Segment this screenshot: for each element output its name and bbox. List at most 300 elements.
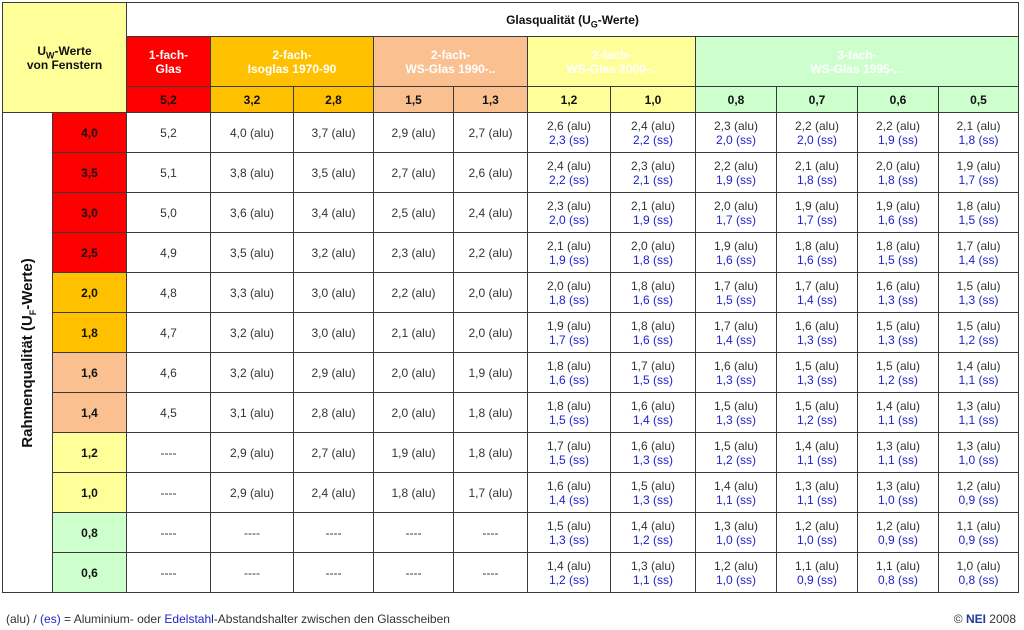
- uw-cell: [939, 233, 1019, 273]
- uw-cell: [777, 153, 858, 193]
- uw-value-alu: 1,3 (alu): [713, 518, 759, 533]
- uw-cell: [696, 313, 777, 353]
- uw-value-alu: 2,2 (alu): [391, 285, 436, 300]
- uw-value-alu: ----: [325, 565, 342, 580]
- uw-value-alu: 3,2 (alu): [311, 245, 356, 260]
- uw-cell: [211, 393, 294, 433]
- uw-cell: [294, 153, 374, 193]
- uw-cell: [696, 233, 777, 273]
- uw-cell: [939, 153, 1019, 193]
- uw-value-alu: 2,1 (alu): [391, 325, 436, 340]
- table-row: [3, 233, 1019, 273]
- uw-values-table: [2, 2, 1019, 593]
- uw-cell: [939, 113, 1019, 153]
- uw-value-alu: 3,0 (alu): [311, 285, 356, 300]
- uw-value-ss: 1,3 (ss): [548, 532, 589, 547]
- uf-value: 4,0: [53, 113, 127, 153]
- frame-quality-label: Rahmenqualität $(U_F-Werte)$: [3, 113, 53, 593]
- uw-value-alu: 1,8 (alu): [875, 238, 921, 253]
- uw-cell: [211, 513, 294, 553]
- uw-cell: [939, 273, 1019, 313]
- copyright-note: © NEI 2008: [953, 612, 1016, 626]
- uw-value-alu: 2,8 (alu): [311, 405, 356, 420]
- ug-value-header: 0,7: [777, 87, 858, 113]
- uw-value-alu: 1,5 (alu): [875, 358, 921, 373]
- uw-cell: [858, 353, 939, 393]
- uw-value-ss: 1,2 (ss): [958, 332, 999, 347]
- uw-cell: [454, 353, 528, 393]
- table-row: [3, 313, 1019, 353]
- uw-value-ss: 1,0 (ss): [958, 452, 999, 467]
- ug-value-header: 1,2: [528, 87, 611, 113]
- uw-cell: [777, 353, 858, 393]
- uw-value-alu: 2,0 (alu): [391, 405, 436, 420]
- uw-cell: [374, 193, 454, 233]
- uw-cell: [858, 273, 939, 313]
- uw-value-ss: 1,7 (ss): [715, 212, 756, 227]
- uw-cell: [777, 513, 858, 553]
- uw-value-alu: 1,5 (alu): [794, 358, 840, 373]
- uf-value: 3,0: [53, 193, 127, 233]
- glass-group-type: 3-fach-: [837, 47, 877, 62]
- ug-value-header: 1,0: [611, 87, 696, 113]
- uw-cell: [858, 113, 939, 153]
- uw-value-alu: 1,9 (alu): [391, 445, 436, 460]
- uw-cell: [858, 313, 939, 353]
- uw-value-alu: 1,0 (alu): [956, 558, 1001, 573]
- uw-value-alu: 4,5: [160, 405, 177, 420]
- uw-cell: [528, 113, 611, 153]
- uw-value-ss: 1,9 (ss): [632, 212, 673, 227]
- uw-value-alu: 2,0 (alu): [875, 158, 921, 173]
- uw-cell: [127, 233, 211, 273]
- uw-value-alu: 1,7 (alu): [794, 278, 840, 293]
- uw-value-alu: 2,4 (alu): [468, 205, 513, 220]
- uw-value-alu: 1,7 (alu): [546, 438, 592, 453]
- uw-cell: [211, 353, 294, 393]
- uw-cell: [528, 153, 611, 193]
- uw-value-alu: ----: [325, 525, 342, 540]
- uw-cell: [374, 273, 454, 313]
- uw-value-alu: 1,7 (alu): [713, 278, 759, 293]
- uw-value-ss: 1,3 (ss): [877, 292, 918, 307]
- uw-value-alu: 1,7 (alu): [468, 485, 513, 500]
- uw-value-alu: 1,2 (alu): [875, 518, 921, 533]
- ug-value-header: 3,2: [211, 87, 294, 113]
- uw-value-alu: 1,8 (alu): [546, 398, 592, 413]
- uw-value-alu: 3,1 (alu): [229, 405, 275, 420]
- uw-cell: [454, 553, 528, 593]
- uw-value-alu: 1,3 (alu): [875, 438, 921, 453]
- uw-value-alu: ----: [160, 525, 177, 540]
- uw-cell: [374, 553, 454, 593]
- uf-value: 1,2: [53, 433, 127, 473]
- uw-cell: [454, 433, 528, 473]
- uw-cell: [777, 113, 858, 153]
- uw-cell: [454, 113, 528, 153]
- table-row: [3, 153, 1019, 193]
- uw-cell: [939, 353, 1019, 393]
- uw-value-alu: 2,2 (alu): [468, 245, 513, 260]
- uw-value-alu: 2,0 (alu): [468, 325, 513, 340]
- uw-value-alu: 2,3 (alu): [546, 198, 592, 213]
- uw-cell: [611, 513, 696, 553]
- uw-value-ss: 1,2 (ss): [632, 532, 673, 547]
- uw-value-alu: 4,9: [160, 245, 177, 260]
- uw-value-ss: 1,4 (ss): [958, 252, 999, 267]
- uw-value-alu: 4,0 (alu): [229, 125, 275, 140]
- uw-value-alu: 1,7 (alu): [630, 358, 676, 373]
- uw-value-alu: ----: [405, 525, 422, 540]
- uw-value-alu: 2,0 (alu): [630, 238, 676, 253]
- uw-value-alu: 1,2 (alu): [713, 558, 759, 573]
- uw-cell: [374, 433, 454, 473]
- uw-cell: [696, 273, 777, 313]
- uw-value-alu: 3,2 (alu): [229, 365, 275, 380]
- uw-value-alu: 1,1 (alu): [875, 558, 921, 573]
- uw-cell: [858, 233, 939, 273]
- uw-cell: [777, 473, 858, 513]
- uw-value-alu: 2,9 (alu): [311, 365, 356, 380]
- uw-value-alu: 1,3 (alu): [875, 478, 921, 493]
- uw-cell: [696, 433, 777, 473]
- glass-group-name: Glas: [155, 61, 182, 76]
- uw-cell: [611, 153, 696, 193]
- uw-value-alu: 1,4 (alu): [546, 558, 592, 573]
- uw-cell: [939, 553, 1019, 593]
- uw-value-ss: 2,2 (ss): [632, 132, 673, 147]
- uw-value-ss: 1,3 (ss): [715, 412, 756, 427]
- uw-cell: [611, 433, 696, 473]
- uw-value-ss: 1,4 (ss): [548, 492, 589, 507]
- uw-cell: [777, 233, 858, 273]
- uw-cell: [528, 513, 611, 553]
- uw-cell: [127, 353, 211, 393]
- uw-cell: [211, 433, 294, 473]
- uw-cell: [611, 393, 696, 433]
- uw-cell: [127, 393, 211, 433]
- uw-cell: [211, 233, 294, 273]
- uw-value-alu: 1,5 (alu): [713, 398, 759, 413]
- uw-value-alu: 1,6 (alu): [794, 318, 840, 333]
- uw-cell: [211, 313, 294, 353]
- uw-value-alu: 1,9 (alu): [956, 158, 1001, 173]
- uw-value-ss: 1,7 (ss): [958, 172, 999, 187]
- uw-cell: [127, 313, 211, 353]
- uw-value-alu: 1,5 (alu): [956, 318, 1001, 333]
- uw-cell: [611, 473, 696, 513]
- legend-note: (alu) / (es) = Aluminium- oder Edelstahl-Abstandshalter zwischen den Glasscheiben: [6, 612, 450, 626]
- uw-cell: [611, 553, 696, 593]
- uw-cell: [454, 273, 528, 313]
- uw-value-alu: 1,4 (alu): [875, 398, 921, 413]
- uw-value-ss: 1,5 (ss): [632, 372, 673, 387]
- uw-value-ss: 1,1 (ss): [796, 452, 837, 467]
- uw-value-alu: ----: [160, 485, 177, 500]
- uw-value-alu: 2,9 (alu): [229, 485, 275, 500]
- uw-value-alu: 2,1 (alu): [794, 158, 840, 173]
- uw-value-ss: 1,8 (ss): [796, 172, 837, 187]
- uw-cell: [127, 113, 211, 153]
- uw-value-ss: 1,8 (ss): [632, 252, 673, 267]
- uw-cell: [611, 273, 696, 313]
- uw-value-alu: 2,2 (alu): [875, 118, 921, 133]
- uw-value-alu: 5,1: [160, 165, 177, 180]
- uw-cell: [528, 433, 611, 473]
- uw-cell: [611, 233, 696, 273]
- uw-value-alu: 2,4 (alu): [630, 118, 676, 133]
- uw-cell: [294, 393, 374, 433]
- uw-cell: [454, 513, 528, 553]
- uw-cell: [374, 313, 454, 353]
- uw-value-alu: 2,2 (alu): [713, 158, 759, 173]
- uw-value-ss: 1,8 (ss): [958, 132, 999, 147]
- uw-cell: [127, 273, 211, 313]
- ug-value-header: 0,6: [858, 87, 939, 113]
- uw-cell: [374, 513, 454, 553]
- uw-cell: [528, 193, 611, 233]
- glass-group-type: 2-fach-: [591, 47, 632, 62]
- uw-cell: [611, 193, 696, 233]
- uw-value-alu: ----: [160, 445, 177, 460]
- uw-value-alu: 2,0 (alu): [546, 278, 592, 293]
- uw-cell: [127, 513, 211, 553]
- ug-value-header: 1,3: [454, 87, 528, 113]
- uw-value-ss: 1,6 (ss): [877, 212, 918, 227]
- uw-cell: [696, 193, 777, 233]
- uw-value-alu: 1,2 (alu): [956, 478, 1001, 493]
- uw-value-alu: 2,4 (alu): [546, 158, 592, 173]
- uw-cell: [528, 393, 611, 433]
- glass-group-type: 1-fach-: [148, 47, 189, 62]
- uw-cell: [777, 313, 858, 353]
- uw-value-ss: 0,9 (ss): [877, 532, 918, 547]
- uw-value-ss: 2,1 (ss): [632, 172, 673, 187]
- uw-value-ss: 1,3 (ss): [715, 372, 756, 387]
- uw-value-ss: 2,0 (ss): [796, 132, 837, 147]
- uw-cell: [611, 113, 696, 153]
- uw-value-alu: 1,5 (alu): [875, 318, 921, 333]
- uw-value-ss: 1,5 (ss): [715, 292, 756, 307]
- uw-value-ss: 1,3 (ss): [632, 452, 673, 467]
- uw-value-alu: 1,8 (alu): [391, 485, 436, 500]
- table-row: [3, 473, 1019, 513]
- glass-group-4: [696, 37, 1019, 87]
- uw-cell: [294, 193, 374, 233]
- table-row: [3, 353, 1019, 393]
- uw-value-alu: 1,8 (alu): [630, 278, 676, 293]
- uw-value-alu: 1,3 (alu): [956, 438, 1001, 453]
- uw-cell: [374, 353, 454, 393]
- uw-corner-label: $U_W$-Werte von Fenstern: [3, 3, 127, 113]
- uw-cell: [528, 353, 611, 393]
- uw-cell: [374, 393, 454, 433]
- ug-value-header: 0,5: [939, 87, 1019, 113]
- uw-value-alu: 2,0 (alu): [468, 285, 513, 300]
- uw-value-ss: 1,9 (ss): [877, 132, 918, 147]
- uw-cell: [374, 233, 454, 273]
- uw-value-alu: 1,4 (alu): [956, 358, 1001, 373]
- uw-cell: [374, 473, 454, 513]
- uw-cell: [777, 393, 858, 433]
- uw-value-alu: 3,7 (alu): [311, 125, 356, 140]
- uw-value-alu: 1,8 (alu): [468, 445, 513, 460]
- uw-value-alu: 1,6 (alu): [630, 438, 676, 453]
- uw-value-alu: 3,8 (alu): [229, 165, 275, 180]
- uw-value-ss: 1,9 (ss): [548, 252, 589, 267]
- uw-value-ss: 1,5 (ss): [548, 412, 589, 427]
- uw-value-alu: 2,3 (alu): [630, 158, 676, 173]
- uw-cell: [939, 513, 1019, 553]
- uw-value-alu: 1,9 (alu): [713, 238, 759, 253]
- uw-value-ss: 1,6 (ss): [632, 292, 673, 307]
- uw-cell: [696, 513, 777, 553]
- uw-cell: [858, 513, 939, 553]
- uw-cell: [858, 153, 939, 193]
- uw-value-alu: 2,2 (alu): [794, 118, 840, 133]
- glass-group-name: Isoglas 1970-90: [247, 61, 337, 76]
- uw-value-ss: 1,5 (ss): [958, 212, 999, 227]
- uw-value-ss: 0,9 (ss): [796, 572, 837, 587]
- uw-value-alu: 1,3 (alu): [956, 398, 1001, 413]
- uf-value: 1,6: [53, 353, 127, 393]
- uw-value-alu: 4,7: [160, 325, 177, 340]
- uw-value-ss: 1,4 (ss): [632, 412, 673, 427]
- uw-cell: [127, 433, 211, 473]
- uw-cell: [374, 113, 454, 153]
- table-row: [3, 513, 1019, 553]
- uw-value-ss: 1,1 (ss): [796, 492, 837, 507]
- uw-value-ss: 1,8 (ss): [548, 292, 589, 307]
- uw-value-ss: 1,4 (ss): [715, 332, 756, 347]
- uw-value-alu: 3,5 (alu): [311, 165, 356, 180]
- table-row: [3, 273, 1019, 313]
- uw-cell: [696, 353, 777, 393]
- uw-value-alu: 3,4 (alu): [311, 205, 356, 220]
- ug-value-header-row: [3, 87, 1019, 113]
- uw-value-ss: 1,8 (ss): [877, 172, 918, 187]
- uw-cell: [611, 313, 696, 353]
- uw-value-alu: 3,0 (alu): [311, 325, 356, 340]
- uw-cell: [696, 393, 777, 433]
- uw-value-ss: 2,0 (ss): [548, 212, 589, 227]
- uw-value-ss: 1,7 (ss): [548, 332, 589, 347]
- uw-cell: [294, 113, 374, 153]
- uw-value-ss: 1,4 (ss): [796, 292, 837, 307]
- glass-group-name: WS-Glas 1990-..: [405, 61, 496, 76]
- uw-value-ss: 1,2 (ss): [715, 452, 756, 467]
- uw-value-ss: 1,0 (ss): [715, 532, 756, 547]
- uw-value-alu: 3,2 (alu): [229, 325, 275, 340]
- uf-value: 1,0: [53, 473, 127, 513]
- uw-cell: [858, 473, 939, 513]
- uw-value-alu: 1,3 (alu): [630, 558, 676, 573]
- uw-value-ss: 1,5 (ss): [548, 452, 589, 467]
- uw-value-alu: ----: [244, 525, 260, 540]
- uw-cell: [454, 313, 528, 353]
- uw-value-alu: 2,1 (alu): [546, 238, 592, 253]
- uw-cell: [696, 553, 777, 593]
- uw-value-ss: 1,3 (ss): [958, 292, 999, 307]
- glass-group-type: 2-fach-: [272, 47, 312, 62]
- uw-value-alu: 2,6 (alu): [468, 165, 513, 180]
- uw-value-ss: 1,1 (ss): [632, 572, 673, 587]
- uw-value-alu: 1,6 (alu): [630, 398, 676, 413]
- uw-value-alu: 2,3 (alu): [391, 245, 436, 260]
- uw-cell: [777, 273, 858, 313]
- uw-cell: [454, 473, 528, 513]
- uw-value-ss: 1,3 (ss): [632, 492, 673, 507]
- uw-value-alu: 2,1 (alu): [630, 198, 676, 213]
- uw-value-alu: 1,1 (alu): [794, 558, 840, 573]
- uw-value-alu: 2,9 (alu): [391, 125, 436, 140]
- uw-cell: [211, 553, 294, 593]
- uf-value: 1,4: [53, 393, 127, 433]
- uw-cell: [939, 433, 1019, 473]
- glass-group-2: [374, 37, 528, 87]
- uw-cell: [211, 473, 294, 513]
- uw-value-alu: 1,5 (alu): [546, 518, 592, 533]
- table-row: [3, 553, 1019, 593]
- uw-value-alu: 1,8 (alu): [956, 198, 1001, 213]
- uw-value-alu: ----: [244, 565, 260, 580]
- uf-value: 0,6: [53, 553, 127, 593]
- uf-value: 2,5: [53, 233, 127, 273]
- uw-value-ss: 1,1 (ss): [877, 412, 918, 427]
- uw-value-alu: 4,6: [160, 365, 177, 380]
- uw-value-ss: 1,1 (ss): [715, 492, 756, 507]
- uw-cell: [294, 313, 374, 353]
- uw-value-alu: 1,8 (alu): [546, 358, 592, 373]
- uw-value-ss: 1,1 (ss): [958, 372, 999, 387]
- uw-value-alu: 1,9 (alu): [468, 365, 513, 380]
- uw-cell: [294, 353, 374, 393]
- uw-cell: [454, 393, 528, 433]
- uw-value-alu: 2,1 (alu): [956, 118, 1001, 133]
- uw-value-alu: 1,8 (alu): [794, 238, 840, 253]
- uw-value-alu: 2,7 (alu): [391, 165, 436, 180]
- uw-value-ss: 0,9 (ss): [958, 492, 999, 507]
- uw-value-alu: 1,8 (alu): [630, 318, 676, 333]
- ug-value-header: 1,5: [374, 87, 454, 113]
- table-row: [3, 433, 1019, 473]
- uw-cell: [211, 193, 294, 233]
- uw-value-alu: ----: [482, 525, 499, 540]
- uw-value-ss: 1,6 (ss): [548, 372, 589, 387]
- uw-cell: [454, 153, 528, 193]
- uw-cell: [211, 153, 294, 193]
- uw-cell: [294, 553, 374, 593]
- uw-value-alu: 1,6 (alu): [875, 278, 921, 293]
- uw-value-alu: 4,8: [160, 285, 177, 300]
- table-row: [3, 113, 1019, 153]
- uw-cell: [528, 553, 611, 593]
- uw-value-ss: 1,7 (ss): [796, 212, 837, 227]
- uw-value-ss: 2,0 (ss): [715, 132, 756, 147]
- uw-value-ss: 1,3 (ss): [796, 332, 837, 347]
- uf-value: 3,5: [53, 153, 127, 193]
- uw-value-ss: 1,6 (ss): [715, 252, 756, 267]
- uw-value-alu: ----: [405, 565, 422, 580]
- uw-value-alu: 1,6 (alu): [546, 478, 592, 493]
- uw-cell: [696, 153, 777, 193]
- uw-value-ss: 1,3 (ss): [877, 332, 918, 347]
- uw-cell: [528, 233, 611, 273]
- uw-cell: [858, 553, 939, 593]
- uw-value-alu: 2,4 (alu): [311, 485, 356, 500]
- uw-cell: [127, 473, 211, 513]
- uw-value-ss: 0,8 (ss): [958, 572, 999, 587]
